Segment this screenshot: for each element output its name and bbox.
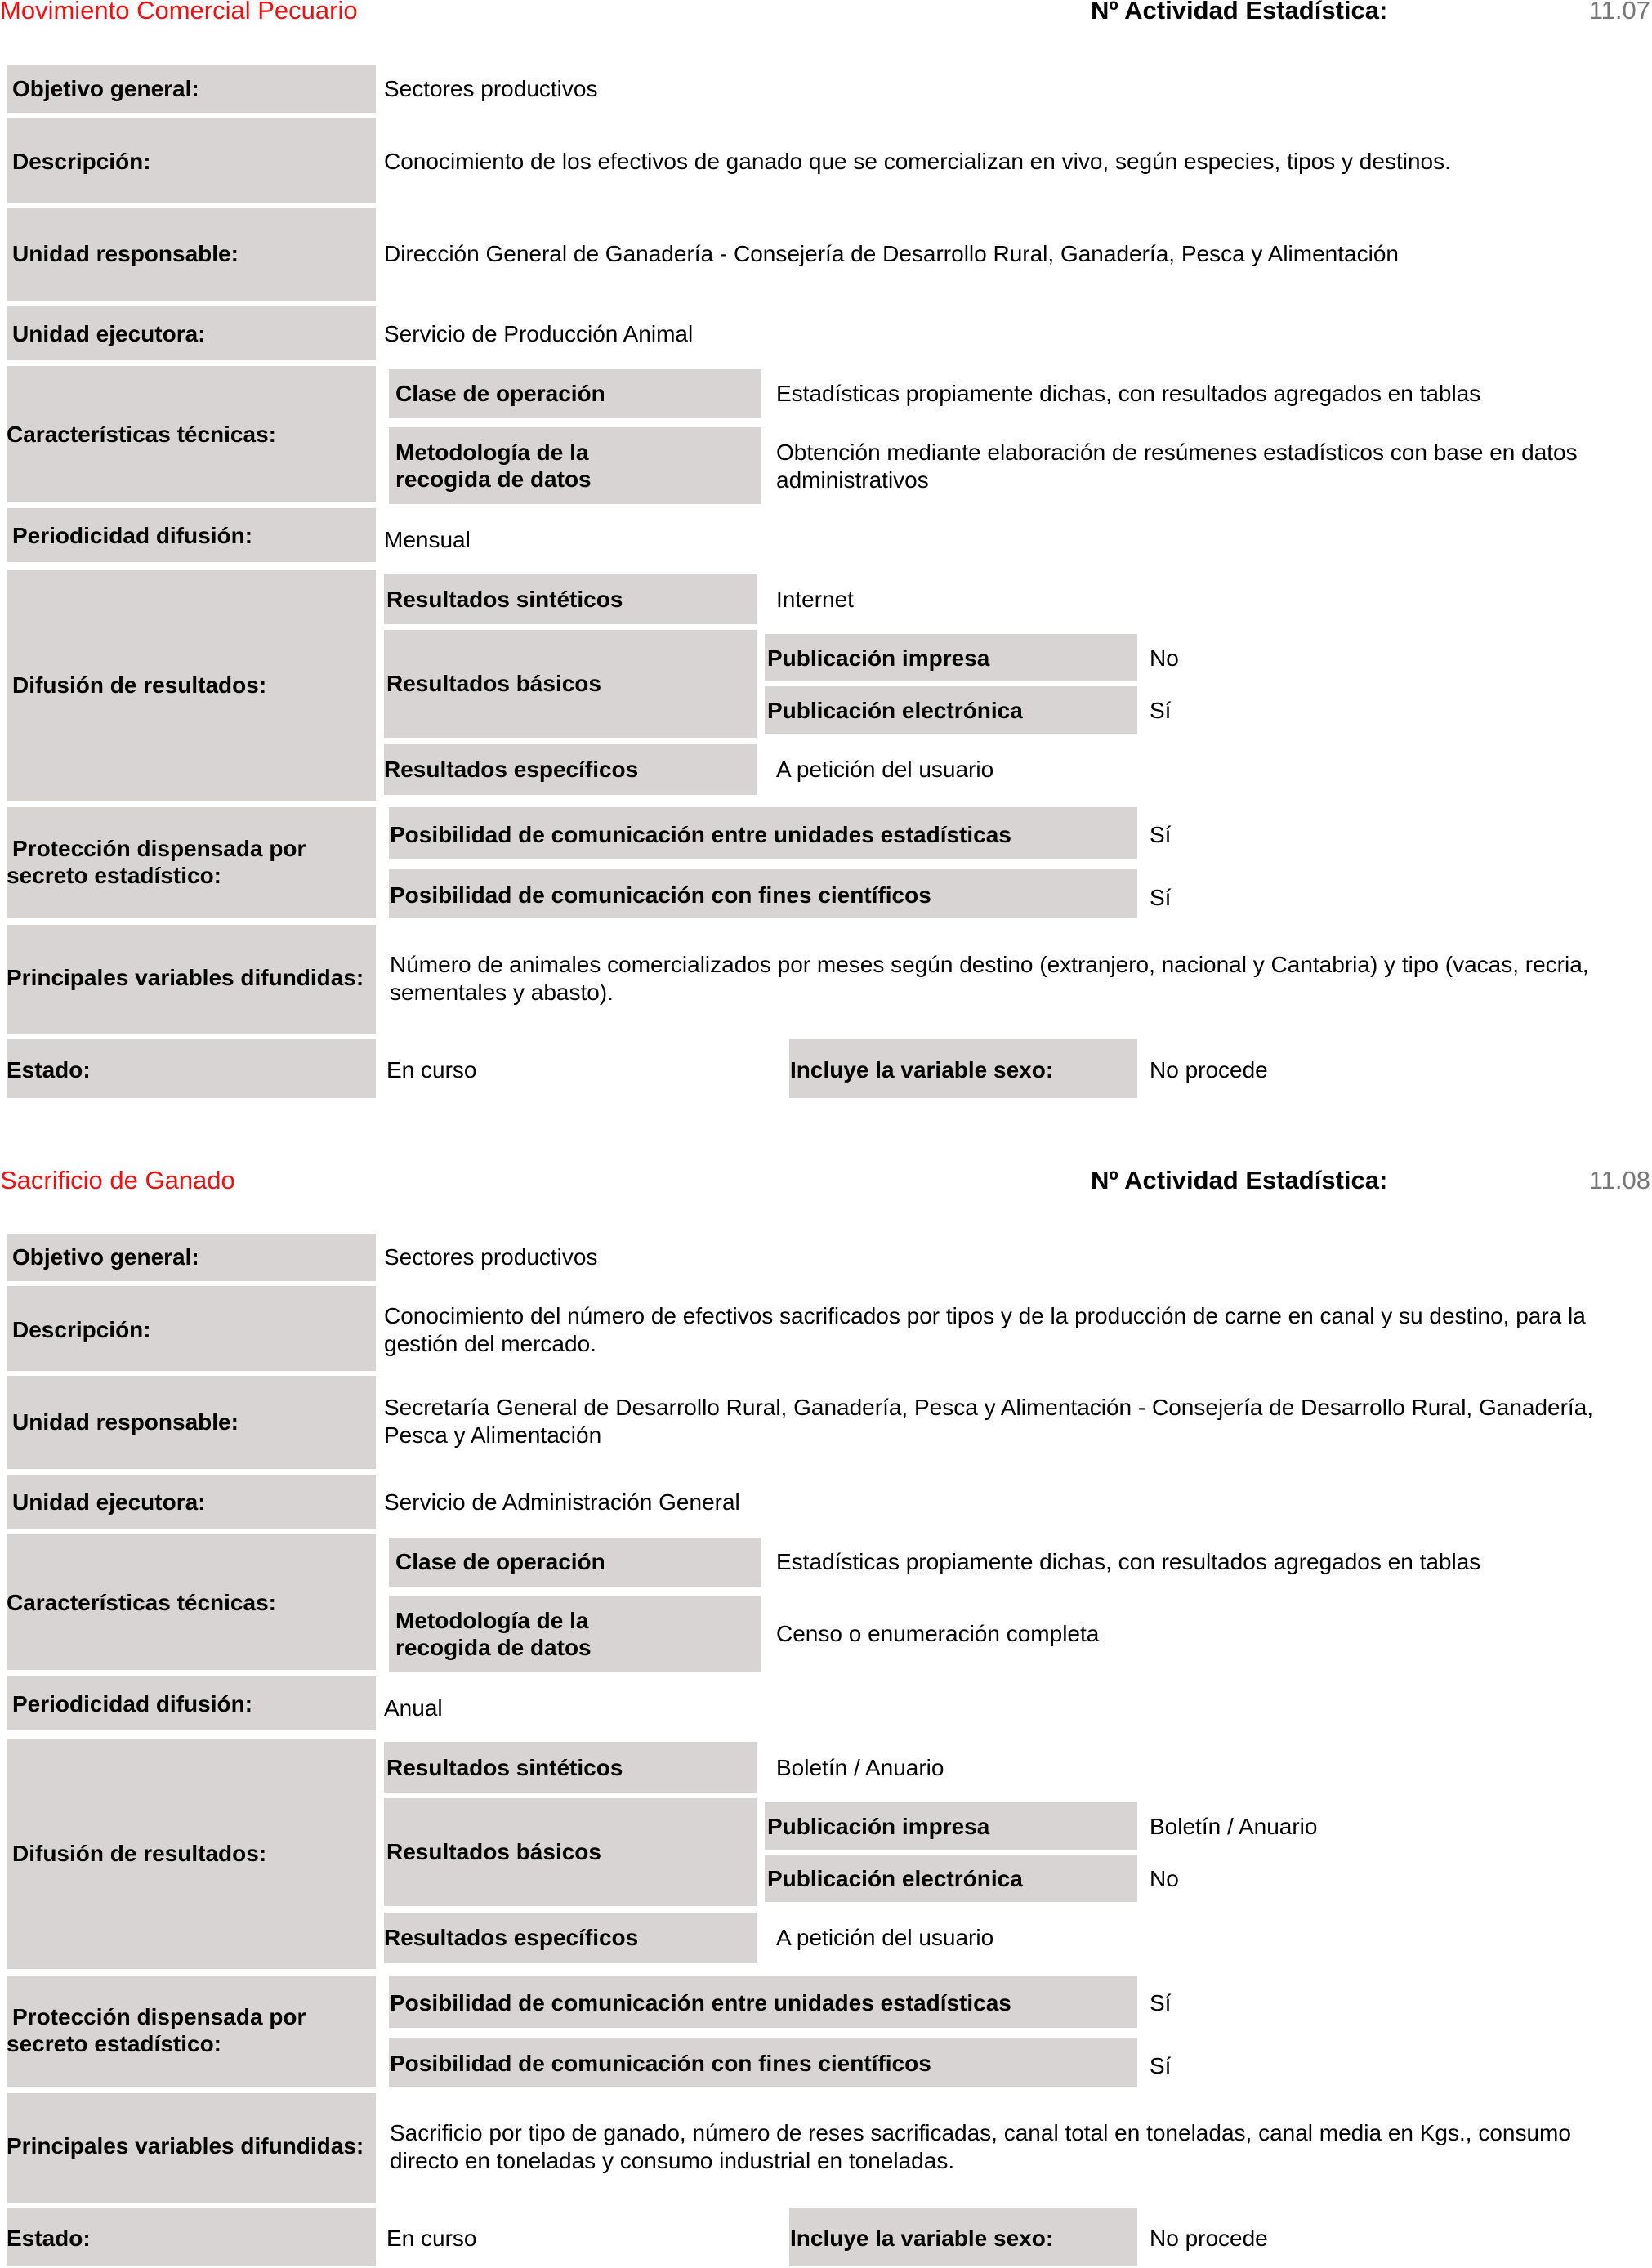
clase-value: Estadísticas propiamente dichas, con resultados agregados en tablas <box>776 381 1481 406</box>
unidad-responsable-label: Unidad responsable: <box>12 1409 239 1435</box>
section-title: Movimiento Comercial Pecuario <box>0 0 358 25</box>
estado-label: Estado: <box>7 1057 91 1083</box>
descripcion-value: Conocimiento del número de efectivos sacrificados por tipos y de la producción de carne en canal y su destino, para la gestión del mercado. <box>384 1303 1586 1356</box>
activity-number-value: 11.08 <box>1588 1166 1650 1194</box>
unidad-ejecutora-value: Servicio de Producción Animal <box>384 321 694 346</box>
especificos-value: A petición del usuario <box>776 757 994 782</box>
impresa-value: No <box>1150 645 1179 671</box>
section-title: Sacrificio de Ganado <box>0 1166 235 1194</box>
com-cientificos-value: Sí <box>1150 885 1172 910</box>
especificos-label: Resultados específicos <box>384 1925 639 1950</box>
metodologia-label-line2: recogida de datos <box>395 467 592 492</box>
periodicidad-label: Periodicidad difusión: <box>12 523 253 548</box>
proteccion-label-line1: Protección dispensada por <box>12 836 306 861</box>
unidad-ejecutora-value: Servicio de Administración General <box>384 1489 740 1515</box>
basicos-label: Resultados básicos <box>386 671 601 696</box>
sinteticos-value: Internet <box>776 587 854 612</box>
electronica-value: No <box>1150 1866 1179 1891</box>
especificos-label: Resultados específicos <box>384 757 639 782</box>
sexo-value: No procede <box>1150 2226 1268 2251</box>
impresa-label: Publicación impresa <box>767 1814 990 1839</box>
activity-section-2 <box>0 1168 1652 2268</box>
metodologia-label-line2: recogida de datos <box>395 1635 592 1660</box>
sexo-label: Incluye la variable sexo: <box>790 2226 1054 2251</box>
impresa-label: Publicación impresa <box>767 645 990 671</box>
objetivo-value: Sectores productivos <box>384 1244 598 1270</box>
objetivo-value: Sectores productivos <box>384 76 598 101</box>
objetivo-label: Objetivo general: <box>12 76 199 101</box>
unidad-ejecutora-label: Unidad ejecutora: <box>12 321 206 346</box>
activity-section-1 <box>0 0 1652 1127</box>
objetivo-label: Objetivo general: <box>12 1244 199 1270</box>
metodologia-value: Censo o enumeración completa <box>776 1621 1100 1646</box>
especificos-value: A petición del usuario <box>776 1925 994 1950</box>
variables-label: Principales variables difundidas: <box>7 965 364 990</box>
com-unidades-value: Sí <box>1150 822 1172 847</box>
sexo-label: Incluye la variable sexo: <box>790 1057 1054 1083</box>
com-cientificos-label: Posibilidad de comunicación con fines científicos <box>390 2051 931 2076</box>
descripcion-label: Descripción: <box>12 1317 151 1342</box>
electronica-label: Publicación electrónica <box>767 698 1023 723</box>
com-cientificos-label: Posibilidad de comunicación con fines científicos <box>390 882 931 908</box>
electronica-value: Sí <box>1150 698 1172 723</box>
unidad-responsable-value: Dirección General de Ganadería - Consejería de Desarrollo Rural, Ganadería, Pesca y Alimentación <box>384 241 1399 266</box>
com-unidades-label: Posibilidad de comunicación entre unidades estadísticas <box>390 822 1011 847</box>
proteccion-label-line2: secreto estadístico: <box>7 863 221 888</box>
sinteticos-value: Boletín / Anuario <box>776 1755 944 1780</box>
caracteristicas-label: Características técnicas: <box>7 422 276 447</box>
proteccion-label-line1: Protección dispensada por <box>12 2004 306 2029</box>
estado-label: Estado: <box>7 2226 91 2251</box>
sexo-value: No procede <box>1150 1057 1268 1083</box>
activity-number-value: 11.07 <box>1588 0 1650 25</box>
proteccion-label-line2: secreto estadístico: <box>7 2031 221 2056</box>
activity-number-label: Nº Actividad Estadística: <box>1091 1166 1388 1194</box>
unidad-responsable-label: Unidad responsable: <box>12 241 239 266</box>
variables-label: Principales variables difundidas: <box>7 2133 364 2159</box>
descripcion-label: Descripción: <box>12 149 151 174</box>
unidad-responsable-value: Secretaría General de Desarrollo Rural, Ganadería, Pesca y Alimentación - Consejería de Desarrollo Rural, Ganadería, Pesca y Alimentación <box>384 1395 1594 1448</box>
electronica-label: Publicación electrónica <box>767 1866 1023 1891</box>
metodologia-value: Obtención mediante elaboración de resúmenes estadísticos con base en datos administrativos <box>776 440 1578 493</box>
caracteristicas-label: Características técnicas: <box>7 1590 276 1615</box>
estado-value: En curso <box>386 2226 477 2251</box>
estado-value: En curso <box>386 1057 477 1083</box>
com-unidades-value: Sí <box>1150 1990 1172 2016</box>
periodicidad-value: Anual <box>384 1695 443 1721</box>
descripcion-value: Conocimiento de los efectivos de ganado que se comercializan en vivo, según especies, tipos y destinos. <box>384 149 1451 174</box>
difusion-label: Difusión de resultados: <box>12 672 267 698</box>
metodologia-label-line1: Metodología de la <box>395 440 589 465</box>
periodicidad-value: Mensual <box>384 527 471 552</box>
clase-label: Clase de operación <box>395 1549 605 1574</box>
clase-label: Clase de operación <box>395 381 605 406</box>
sinteticos-label: Resultados sintéticos <box>386 587 623 612</box>
com-cientificos-value: Sí <box>1150 2053 1172 2078</box>
clase-value: Estadísticas propiamente dichas, con resultados agregados en tablas <box>776 1549 1481 1574</box>
sinteticos-label: Resultados sintéticos <box>386 1755 623 1780</box>
variables-value: Sacrificio por tipo de ganado, número de reses sacrificadas, canal total en toneladas, canal media en Kgs., consumo directo en toneladas y consumo industrial en toneladas. <box>390 2120 1571 2173</box>
metodologia-label-line1: Metodología de la <box>395 1608 589 1633</box>
basicos-label: Resultados básicos <box>386 1839 601 1864</box>
com-unidades-label: Posibilidad de comunicación entre unidades estadísticas <box>390 1990 1011 2016</box>
activity-number-label: Nº Actividad Estadística: <box>1091 0 1388 25</box>
difusion-label: Difusión de resultados: <box>12 1841 267 1866</box>
impresa-value: Boletín / Anuario <box>1150 1814 1318 1839</box>
unidad-ejecutora-label: Unidad ejecutora: <box>12 1489 206 1515</box>
periodicidad-label: Periodicidad difusión: <box>12 1691 253 1717</box>
variables-value: Número de animales comercializados por meses según destino (extranjero, nacional y Cantabria) y tipo (vacas, recria, sementales y abasto). <box>390 952 1589 1005</box>
